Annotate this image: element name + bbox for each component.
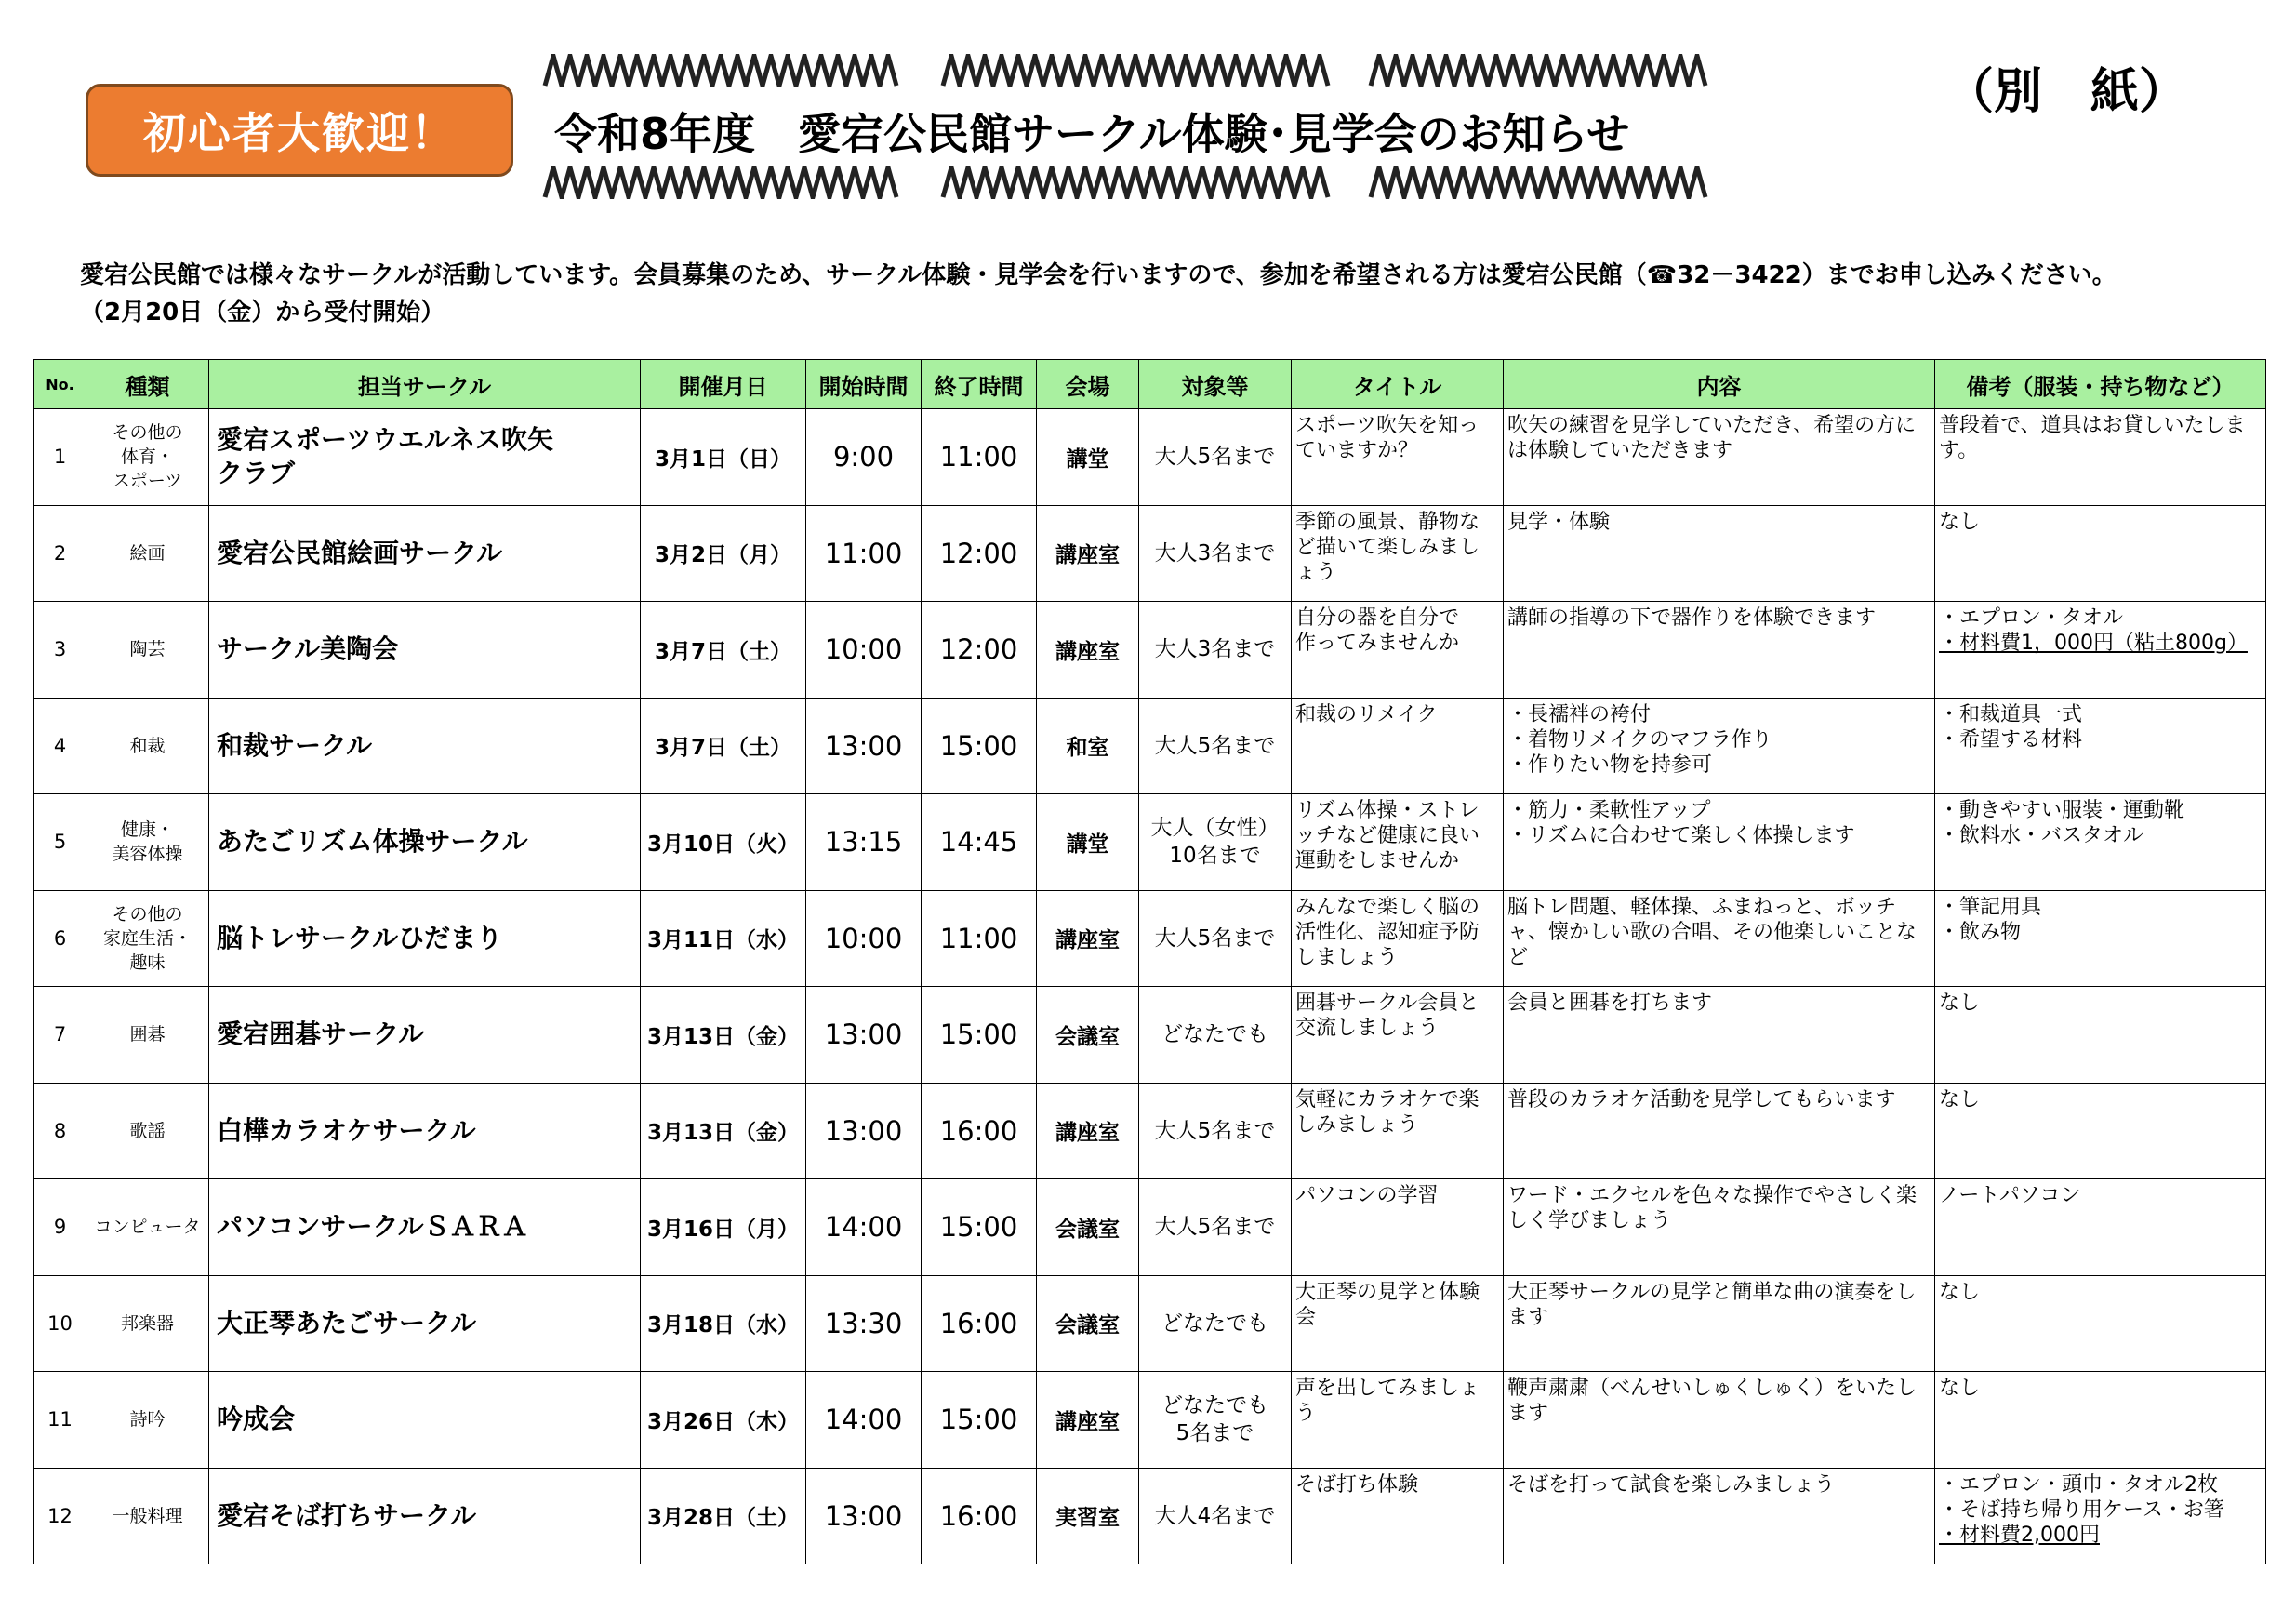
row-end-time: 15:00 <box>922 987 1037 1084</box>
row-date: 3月2日（月） <box>641 505 806 602</box>
row-note <box>1935 1179 2266 1276</box>
row-no: 9 <box>34 1179 86 1276</box>
row-note-text: ノートパソコン <box>1939 1184 2081 1207</box>
row-title: そば打ち体験 <box>1292 1468 1504 1564</box>
row-venue: 会議室 <box>1037 1179 1139 1276</box>
row-circle: サークル美陶会 <box>209 602 641 699</box>
row-content: 脳トレ問題、軽体操、ふまねっと、ボッチャ、懐かしい歌の合唱、その他楽しいことなど <box>1504 890 1935 987</box>
row-kind: 絵画 <box>86 505 209 602</box>
row-start-time: 13:00 <box>806 1083 922 1179</box>
circle-schedule-table <box>33 359 2266 1564</box>
row-target: 大人（女性） 10名まで <box>1139 794 1292 891</box>
row-note <box>1935 505 2266 602</box>
row-start-time: 13:30 <box>806 1275 922 1372</box>
header-note: 備考（服装・持ち物など） <box>1935 360 2266 409</box>
row-date: 3月13日（金） <box>641 987 806 1084</box>
row-note <box>1935 409 2266 506</box>
row-no: 10 <box>34 1275 86 1372</box>
zigzag-decoration-top <box>541 54 1715 87</box>
table-row <box>34 1468 2266 1564</box>
intro-text <box>80 257 2117 331</box>
row-kind: 健康・ 美容体操 <box>86 794 209 891</box>
row-circle: パソコンサークルＳＡＲＡ <box>209 1179 641 1276</box>
row-note <box>1935 1468 2266 1564</box>
row-venue: 会議室 <box>1037 987 1139 1084</box>
row-target: どなたでも <box>1139 987 1292 1084</box>
row-kind: その他の 体育・ スポーツ <box>86 409 209 506</box>
row-note <box>1935 698 2266 794</box>
row-content: 吹矢の練習を見学していただき、希望の方には体験していただきます <box>1504 409 1935 506</box>
row-date: 3月16日（月） <box>641 1179 806 1276</box>
row-target: 大人3名まで <box>1139 602 1292 699</box>
row-note-text: ・和裁道具一式 ・希望する材料 <box>1939 702 2083 752</box>
row-end-time: 16:00 <box>922 1083 1037 1179</box>
row-note <box>1935 1372 2266 1469</box>
row-target: どなたでも 5名まで <box>1139 1372 1292 1469</box>
row-venue: 実習室 <box>1037 1468 1139 1564</box>
row-circle: 愛宕そば打ちサークル <box>209 1468 641 1564</box>
zigzag-stroke <box>943 167 1328 197</box>
row-start-time: 10:00 <box>806 890 922 987</box>
row-venue: 講座室 <box>1037 1083 1139 1179</box>
table-row <box>34 1083 2266 1179</box>
row-no: 2 <box>34 505 86 602</box>
row-no: 6 <box>34 890 86 987</box>
header-kind: 種類 <box>86 360 209 409</box>
row-note-underlined: ・材料費2,000円 <box>1939 1523 2100 1547</box>
row-start-time: 10:00 <box>806 602 922 699</box>
row-note-text: ・筆記用具 ・飲み物 <box>1939 895 2042 944</box>
row-note-text: なし <box>1939 510 1981 534</box>
row-no: 8 <box>34 1083 86 1179</box>
table-header-row <box>34 360 2266 409</box>
row-note-text: ・エプロン・頭巾・タオル2枚 ・そば持ち帰り用ケース・お箸 <box>1939 1472 2224 1522</box>
row-content: 会員と囲碁を打ちます <box>1504 987 1935 1084</box>
table-row <box>34 698 2266 794</box>
header-title: タイトル <box>1292 360 1504 409</box>
row-start-time: 13:00 <box>806 987 922 1084</box>
header-date: 開催月日 <box>641 360 806 409</box>
row-note-text: 普段着で、道具はお貸しいたします。 <box>1939 414 2246 462</box>
row-kind: 陶芸 <box>86 602 209 699</box>
row-date: 3月18日（水） <box>641 1275 806 1372</box>
row-note <box>1935 987 2266 1084</box>
row-title: 自分の器を自分で 作ってみませんか <box>1292 602 1504 699</box>
row-title: 気軽にカラオケで楽しみましょう <box>1292 1083 1504 1179</box>
row-note <box>1935 1083 2266 1179</box>
row-title: 囲碁サークル会員と交流しましょう <box>1292 987 1504 1084</box>
row-title: スポーツ吹矢を知っていますか？ <box>1292 409 1504 506</box>
row-note <box>1935 602 2266 699</box>
row-venue: 講座室 <box>1037 1372 1139 1469</box>
row-title: 大正琴の見学と体験会 <box>1292 1275 1504 1372</box>
row-start-time: 13:15 <box>806 794 922 891</box>
row-title: 声を出してみましょう <box>1292 1372 1504 1469</box>
row-target: 大人5名まで <box>1139 1179 1292 1276</box>
header-content: 内容 <box>1504 360 1935 409</box>
zigzag-decoration-bottom <box>541 166 1715 199</box>
row-date: 3月13日（金） <box>641 1083 806 1179</box>
row-no: 4 <box>34 698 86 794</box>
row-title: 和裁のリメイク <box>1292 698 1504 794</box>
row-end-time: 12:00 <box>922 602 1037 699</box>
row-title: リズム体操・ストレッチなど健康に良い運動をしませんか <box>1292 794 1504 891</box>
row-note-text: ・エプロン・タオル <box>1939 606 2124 630</box>
row-note-text: なし <box>1939 1377 1981 1400</box>
row-end-time: 12:00 <box>922 505 1037 602</box>
row-circle: 愛宕スポーツウエルネス吹矢 クラブ <box>209 409 641 506</box>
row-kind: 一般料理 <box>86 1468 209 1564</box>
row-date: 3月1日（日） <box>641 409 806 506</box>
row-circle: 和裁サークル <box>209 698 641 794</box>
row-kind: 囲碁 <box>86 987 209 1084</box>
row-venue: 講座室 <box>1037 505 1139 602</box>
header-end: 終了時間 <box>922 360 1037 409</box>
row-venue: 講堂 <box>1037 794 1139 891</box>
row-date: 3月11日（水） <box>641 890 806 987</box>
row-note-underlined: ・材料費1，000円（粘土800g） <box>1939 632 2248 655</box>
zigzag-stroke <box>1371 167 1705 197</box>
header-no: No. <box>34 360 86 409</box>
row-title: みんなで楽しく脳の活性化、認知症予防しましょう <box>1292 890 1504 987</box>
row-kind: 詩吟 <box>86 1372 209 1469</box>
zigzag-stroke <box>545 56 896 86</box>
table-row <box>34 602 2266 699</box>
table-row <box>34 890 2266 987</box>
row-start-time: 14:00 <box>806 1372 922 1469</box>
zigzag-stroke <box>943 56 1328 86</box>
table-row <box>34 505 2266 602</box>
row-target: 大人4名まで <box>1139 1468 1292 1564</box>
welcome-badge: 初心者大歓迎！ <box>86 84 513 177</box>
row-no: 1 <box>34 409 86 506</box>
table-row <box>34 987 2266 1084</box>
row-target: 大人5名まで <box>1139 1083 1292 1179</box>
row-start-time: 9:00 <box>806 409 922 506</box>
row-content: 見学・体験 <box>1504 505 1935 602</box>
row-venue: 講座室 <box>1037 602 1139 699</box>
row-target: 大人5名まで <box>1139 698 1292 794</box>
row-note-text: なし <box>1939 992 1981 1015</box>
row-note-text: なし <box>1939 1280 1981 1304</box>
row-end-time: 15:00 <box>922 1179 1037 1276</box>
zigzag-stroke <box>545 167 896 197</box>
header-venue: 会場 <box>1037 360 1139 409</box>
row-start-time: 11:00 <box>806 505 922 602</box>
row-date: 3月10日（火） <box>641 794 806 891</box>
row-content: 講師の指導の下で器作りを体験できます <box>1504 602 1935 699</box>
row-content: 普段のカラオケ活動を見学してもらいます <box>1504 1083 1935 1179</box>
row-no: 3 <box>34 602 86 699</box>
table-row <box>34 1179 2266 1276</box>
row-content: ワード・エクセルを色々な操作でやさしく楽しく学びましょう <box>1504 1179 1935 1276</box>
row-no: 11 <box>34 1372 86 1469</box>
row-note-text: ・動きやすい服装・運動靴 ・飲料水・バスタオル <box>1939 799 2185 847</box>
table-row <box>34 409 2266 506</box>
header-target: 対象等 <box>1139 360 1292 409</box>
row-no: 5 <box>34 794 86 891</box>
row-target: 大人5名まで <box>1139 890 1292 987</box>
row-title: 季節の風景、静物など描いて楽しみましょう <box>1292 505 1504 602</box>
row-end-time: 15:00 <box>922 1372 1037 1469</box>
table-row <box>34 794 2266 891</box>
row-end-time: 16:00 <box>922 1468 1037 1564</box>
header-start: 開始時間 <box>806 360 922 409</box>
row-target: 大人5名まで <box>1139 409 1292 506</box>
row-end-time: 14:45 <box>922 794 1037 891</box>
row-circle: 白樺カラオケサークル <box>209 1083 641 1179</box>
row-circle: 愛宕囲碁サークル <box>209 987 641 1084</box>
row-end-time: 11:00 <box>922 890 1037 987</box>
row-start-time: 14:00 <box>806 1179 922 1276</box>
row-venue: 和室 <box>1037 698 1139 794</box>
zigzag-stroke <box>1371 56 1705 86</box>
row-content: ・筋力・柔軟性アップ ・リズムに合わせて楽しく体操します <box>1504 794 1935 891</box>
row-circle: あたごリズム体操サークル <box>209 794 641 891</box>
table-row <box>34 1275 2266 1372</box>
row-note <box>1935 1275 2266 1372</box>
row-circle: 愛宕公民館絵画サークル <box>209 505 641 602</box>
row-content: そばを打って試食を楽しみましょう <box>1504 1468 1935 1564</box>
row-note <box>1935 890 2266 987</box>
row-circle: 吟成会 <box>209 1372 641 1469</box>
row-target: 大人3名まで <box>1139 505 1292 602</box>
row-note <box>1935 794 2266 891</box>
row-date: 3月7日（土） <box>641 698 806 794</box>
row-end-time: 16:00 <box>922 1275 1037 1372</box>
intro-line-2: （2月20日（金）から受付開始） <box>80 299 445 326</box>
row-kind: 和裁 <box>86 698 209 794</box>
row-kind: 邦楽器 <box>86 1275 209 1372</box>
row-content: 鞭声粛粛（べんせいしゅくしゅく）をいたします <box>1504 1372 1935 1469</box>
row-end-time: 11:00 <box>922 409 1037 506</box>
attachment-label: （別 紙） <box>1945 64 2188 120</box>
intro-line-1: 愛宕公民館では様々なサークルが活動しています。会員募集のため、サークル体験・見学会を行いますので、参加を希望される方は愛宕公民館（☎32－3422）までお申し込みください。 <box>80 261 2117 289</box>
row-circle: 脳トレサークルひだまり <box>209 890 641 987</box>
row-title: パソコンの学習 <box>1292 1179 1504 1276</box>
row-no: 12 <box>34 1468 86 1564</box>
page-title: 令和8年度 愛宕公民館サークル体験･見学会のお知らせ <box>554 109 1630 159</box>
row-kind: その他の 家庭生活・ 趣味 <box>86 890 209 987</box>
row-start-time: 13:00 <box>806 698 922 794</box>
row-venue: 講座室 <box>1037 890 1139 987</box>
row-venue: 会議室 <box>1037 1275 1139 1372</box>
row-start-time: 13:00 <box>806 1468 922 1564</box>
row-circle: 大正琴あたごサークル <box>209 1275 641 1372</box>
row-kind: コンピュータ <box>86 1179 209 1276</box>
row-note-text: なし <box>1939 1087 1981 1112</box>
row-date: 3月28日（土） <box>641 1468 806 1564</box>
table-row <box>34 1372 2266 1469</box>
row-venue: 講堂 <box>1037 409 1139 506</box>
row-kind: 歌謡 <box>86 1083 209 1179</box>
row-no: 7 <box>34 987 86 1084</box>
row-content: 大正琴サークルの見学と簡単な曲の演奏をします <box>1504 1275 1935 1372</box>
row-date: 3月26日（木） <box>641 1372 806 1469</box>
row-date: 3月7日（土） <box>641 602 806 699</box>
row-content: ・長襦袢の袴付 ・着物リメイクのマフラ作り ・作りたい物を持参可 <box>1504 698 1935 794</box>
row-target: どなたでも <box>1139 1275 1292 1372</box>
header-circle: 担当サークル <box>209 360 641 409</box>
row-end-time: 15:00 <box>922 698 1037 794</box>
